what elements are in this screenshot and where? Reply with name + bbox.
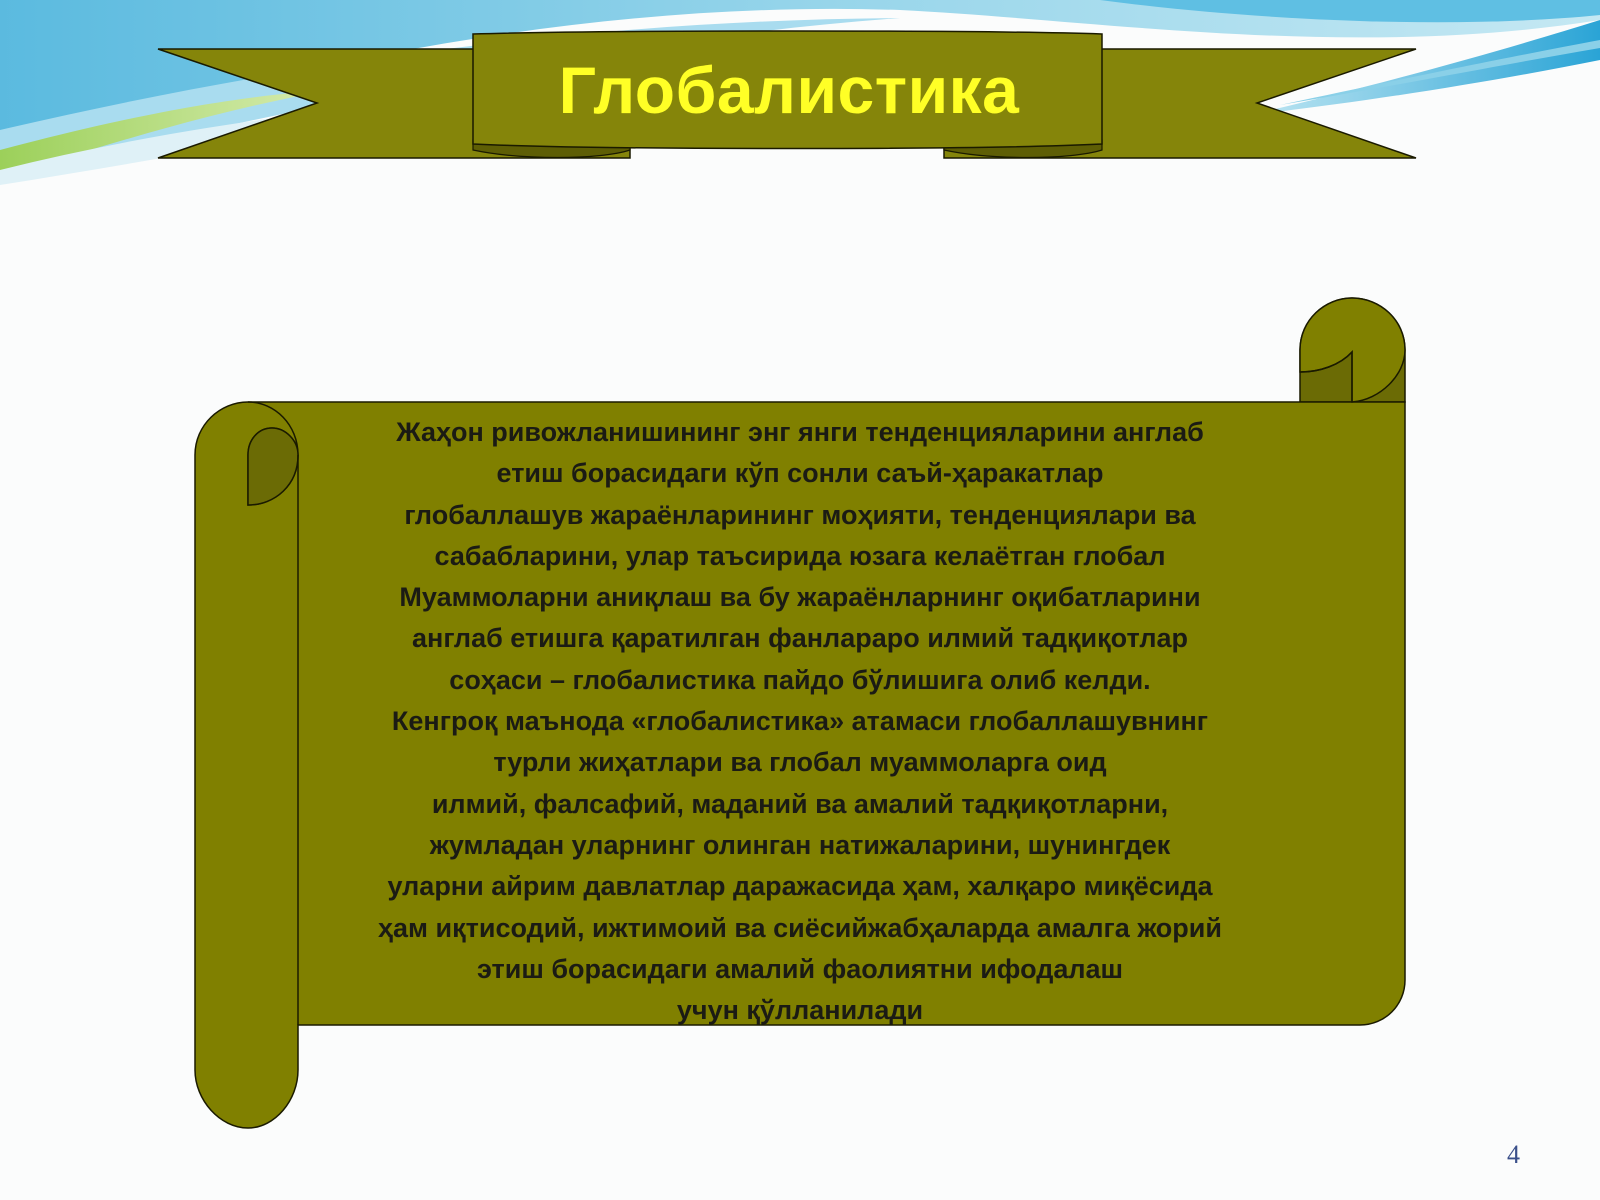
body-line: Муаммоларни аниқлаш ва бу жараёнларнинг оқибатларини xyxy=(399,582,1201,613)
slide-title: Глобалистика xyxy=(558,53,1020,127)
body-line: англаб етишга қаратилган фанлараро илмий тадқиқотлар xyxy=(412,623,1188,654)
body-line: Кенгроқ маънода «глобалистика» атамаси глобаллашувнинг xyxy=(391,706,1209,737)
body-line: учун қўлланилади xyxy=(676,995,924,1026)
scroll-body-text xyxy=(305,412,1295,1031)
body-line: етиш борасидаги кўп сонли саъй-ҳаракатлар xyxy=(496,458,1104,489)
body-line: соҳаси – глобалистика пайдо бўлишига олиб келди. xyxy=(449,664,1151,695)
body-line: уларни айрим давлатлар даражасида ҳам, халқаро миқёсида xyxy=(387,871,1213,902)
body-line: ҳам иқтисодий, ижтимоий ва сиёсийжабҳаларда амалга жорий xyxy=(378,912,1222,943)
body-line: жумладан уларнинг олинган натижаларини, шунингдек xyxy=(429,829,1171,860)
body-line: илмий, фалсафий, маданий ва амалий тадқиқотларни, xyxy=(431,788,1169,819)
body-line: сабабларини, улар таъсирида юзага келаётган глобал xyxy=(434,540,1166,571)
body-line: этиш борасидаги амалий фаолиятни ифодалаш xyxy=(476,953,1124,984)
body-line: турли жиҳатлари ва глобал муаммоларга оид xyxy=(493,747,1107,778)
slide-number: 4 xyxy=(1507,1140,1520,1169)
body-line: Жаҳон ривожланишининг энг янги тенденцияларини англаб xyxy=(396,417,1204,447)
body-line: глобаллашув жараёнларининг моҳияти, тенденциялари ва xyxy=(404,499,1196,530)
